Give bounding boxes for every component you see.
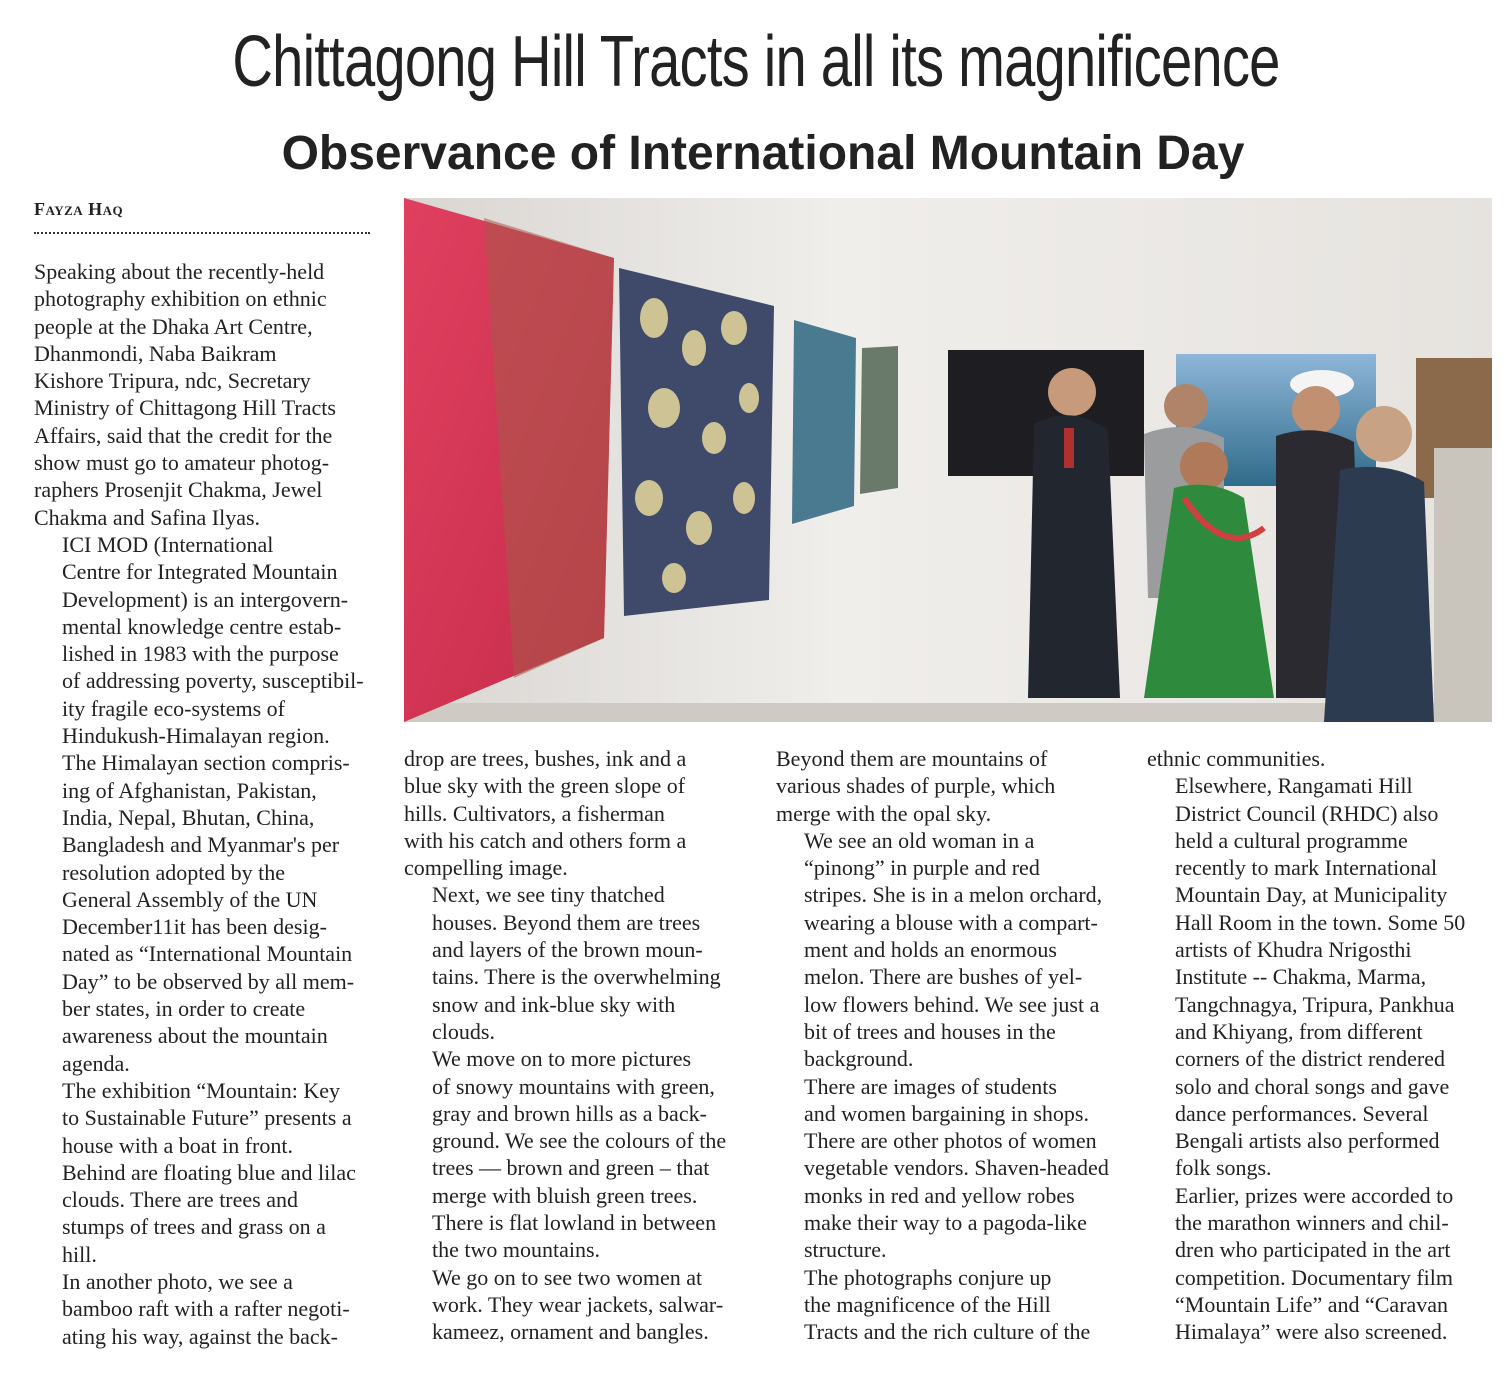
text-line: We see an old woman in a	[804, 827, 1035, 853]
text-line: ment and holds an enormous	[804, 937, 1057, 963]
article-column-1	[34, 258, 379, 1350]
paragraph	[776, 827, 1121, 1073]
text-line: ating his way, against the back-	[62, 1323, 338, 1349]
text-line: stumps of trees and grass on a	[62, 1214, 326, 1240]
photo-waterfall	[792, 320, 856, 524]
text-line: recently to mark International	[1175, 855, 1438, 881]
text-line: resolution adopted by the	[62, 859, 286, 885]
text-line: merge with the opal sky.	[776, 800, 992, 826]
text-line: wearing a blouse with a compart-	[804, 909, 1098, 935]
paragraph	[34, 1077, 379, 1268]
text-line: the marathon winners and chil-	[1175, 1210, 1449, 1236]
text-line: The exhibition “Mountain: Key	[62, 1077, 340, 1103]
text-line: General Assembly of the UN	[62, 886, 318, 912]
paragraph	[34, 258, 379, 531]
text-line: dren who participated in the art	[1175, 1237, 1451, 1263]
text-line: low flowers behind. We see just a	[804, 991, 1100, 1017]
text-line: Earlier, prizes were accorded to	[1175, 1182, 1454, 1208]
text-line: There are images of students	[804, 1073, 1057, 1099]
exhibition-photo-illustration	[404, 198, 1492, 722]
text-line: various shades of purple, which	[776, 773, 1056, 799]
text-line: photography exhibition on ethnic	[34, 286, 327, 312]
text-line: folk songs.	[1175, 1155, 1272, 1181]
text-line: Dhanmondi, Naba Baikram	[34, 340, 277, 366]
text-line: District Council (RHDC) also	[1175, 800, 1439, 826]
text-line: Kishore Tripura, ndc, Secretary	[34, 368, 311, 394]
text-line: Himalaya” were also screened.	[1175, 1319, 1448, 1345]
text-line: ethnic communities.	[1147, 746, 1326, 771]
text-line: houses. Beyond them are trees	[432, 909, 701, 935]
text-line: show must go to amateur photog-	[34, 450, 330, 476]
text-line: trees — brown and green – that	[432, 1155, 710, 1181]
text-line: “pinong” in purple and red	[804, 855, 1040, 881]
article-column-3	[776, 745, 1121, 1346]
text-line: awareness about the mountain	[62, 1023, 328, 1049]
text-line: work. They wear jackets, salwar-	[432, 1291, 724, 1317]
text-line: Development) is an intergovern-	[62, 586, 349, 612]
text-line: We go on to see two women at	[432, 1264, 703, 1290]
text-line: In another photo, we see a	[62, 1268, 293, 1294]
text-line: artists of Khudra Nrigosthi	[1175, 937, 1412, 963]
text-line: Bangladesh and Myanmar's per	[62, 832, 340, 858]
text-line: Tracts and the rich culture of the	[804, 1319, 1091, 1345]
text-line: the magnificence of the Hill	[804, 1291, 1051, 1317]
text-line: Affairs, said that the credit for the	[34, 422, 333, 448]
paragraph	[404, 745, 749, 881]
paragraph	[776, 745, 1121, 827]
text-line: dance performances. Several	[1175, 1100, 1429, 1126]
text-line: agenda.	[62, 1050, 130, 1076]
text-line: The Himalayan section compris-	[62, 750, 350, 776]
text-line: of snowy mountains with green,	[432, 1073, 715, 1099]
text-line: bit of trees and houses in the	[804, 1018, 1056, 1044]
text-line: stripes. She is in a melon orchard,	[804, 882, 1103, 908]
text-line: ity fragile eco-systems of	[62, 695, 285, 721]
text-line: raphers Prosenjit Chakma, Jewel	[34, 477, 323, 503]
paragraph	[776, 1264, 1121, 1346]
text-line: the two mountains.	[432, 1237, 601, 1263]
text-line: The photographs conjure up	[804, 1264, 1052, 1290]
text-line: clouds. There are trees and	[62, 1187, 298, 1213]
text-line: snow and ink-blue sky with	[432, 991, 676, 1017]
text-line: melon. There are bushes of yel-	[804, 964, 1083, 990]
text-line: Next, we see tiny thatched	[432, 882, 665, 908]
text-line: Tangchnagya, Tripura, Pankhua	[1175, 991, 1455, 1017]
text-line: Mountain Day, at Municipality	[1175, 882, 1448, 908]
paragraph	[1147, 1182, 1497, 1346]
text-line: Day” to be observed by all mem-	[62, 968, 355, 994]
text-line: ber states, in order to create	[62, 996, 306, 1022]
text-line: ground. We see the colours of the	[432, 1128, 727, 1154]
text-line: gray and brown hills as a back-	[432, 1100, 707, 1126]
text-line: December11it has been desig-	[62, 914, 327, 940]
paragraph	[404, 1045, 749, 1263]
text-line: background.	[804, 1046, 914, 1072]
text-line: and Khiyang, from different	[1175, 1018, 1423, 1044]
text-line: lished in 1983 with the purpose	[62, 641, 339, 667]
text-line: structure.	[804, 1237, 887, 1263]
byline-divider	[34, 232, 370, 234]
text-line: Ministry of Chittagong Hill Tracts	[34, 395, 336, 421]
subheadline: Observance of International Mountain Day	[281, 127, 1245, 180]
paragraph	[1147, 745, 1497, 772]
text-line: Hindukush-Himalayan region.	[62, 723, 330, 749]
byline-text: Fayza Haq	[34, 199, 124, 219]
text-line: of addressing poverty, susceptibil-	[62, 668, 364, 694]
text-line: bamboo raft with a rafter negoti-	[62, 1296, 350, 1322]
paragraph	[776, 1073, 1121, 1264]
text-line: solo and choral songs and gave	[1175, 1073, 1450, 1099]
text-line: Beyond them are mountains of	[776, 746, 1048, 771]
text-line: tains. There is the overwhelming	[432, 964, 721, 990]
text-line: and layers of the brown moun-	[432, 937, 703, 963]
text-line: Bengali artists also performed	[1175, 1128, 1440, 1154]
text-line: house with a boat in front.	[62, 1132, 293, 1158]
text-line: monks in red and yellow robes	[804, 1182, 1075, 1208]
text-line: hill.	[62, 1241, 97, 1267]
paragraph	[404, 881, 749, 1045]
article-column-2	[404, 745, 749, 1346]
paragraph	[34, 531, 379, 1077]
text-line: blue sky with the green slope of	[404, 773, 686, 799]
text-line: Institute -- Chakma, Marma,	[1175, 964, 1427, 990]
byline	[34, 199, 370, 220]
text-line: held a cultural programme	[1175, 827, 1408, 853]
text-line: Speaking about the recently-held	[34, 259, 325, 284]
paragraph	[404, 1264, 749, 1346]
text-line: Hall Room in the town. Some 50	[1175, 909, 1466, 935]
text-line: drop are trees, bushes, ink and a	[404, 746, 687, 771]
text-line: make their way to a pagoda-like	[804, 1210, 1087, 1236]
article-column-4	[1147, 745, 1497, 1346]
text-line: nated as “International Mountain	[62, 941, 353, 967]
text-line: merge with bluish green trees.	[432, 1182, 698, 1208]
text-line: clouds.	[432, 1018, 495, 1044]
text-line: Centre for Integrated Mountain	[62, 559, 338, 585]
exhibition-photo	[404, 198, 1492, 722]
text-line: “Mountain Life” and “Caravan	[1175, 1291, 1449, 1317]
text-line: Elsewhere, Rangamati Hill	[1175, 773, 1413, 799]
text-line: mental knowledge centre estab-	[62, 613, 342, 639]
text-line: Chakma and Safina Ilyas.	[34, 504, 261, 530]
text-line: and women bargaining in shops.	[804, 1100, 1089, 1126]
text-line: competition. Documentary film	[1175, 1264, 1453, 1290]
text-line: compelling image.	[404, 855, 568, 881]
text-line: ICI MOD (International	[62, 531, 274, 557]
text-line: kameez, ornament and bangles.	[432, 1319, 709, 1345]
text-line: There is flat lowland in between	[432, 1210, 717, 1236]
text-line: people at the Dhaka Art Centre,	[34, 313, 313, 339]
photo-valley	[860, 346, 898, 494]
text-line: We move on to more pictures	[432, 1046, 692, 1072]
text-line: corners of the district rendered	[1175, 1046, 1445, 1072]
text-line: to Sustainable Future” presents a	[62, 1105, 352, 1131]
text-line: hills. Cultivators, a fisherman	[404, 800, 665, 826]
text-line: There are other photos of women	[804, 1128, 1097, 1154]
text-line: with his catch and others form a	[404, 827, 687, 853]
paragraph	[1147, 772, 1497, 1181]
text-line: vegetable vendors. Shaven-headed	[804, 1155, 1109, 1181]
text-line: ing of Afghanistan, Pakistan,	[62, 777, 317, 803]
headline: Chittagong Hill Tracts in all its magnificence	[232, 22, 1280, 102]
paragraph	[34, 1268, 379, 1350]
text-line: Behind are floating blue and lilac	[62, 1159, 356, 1185]
text-line: India, Nepal, Bhutan, China,	[62, 804, 315, 830]
